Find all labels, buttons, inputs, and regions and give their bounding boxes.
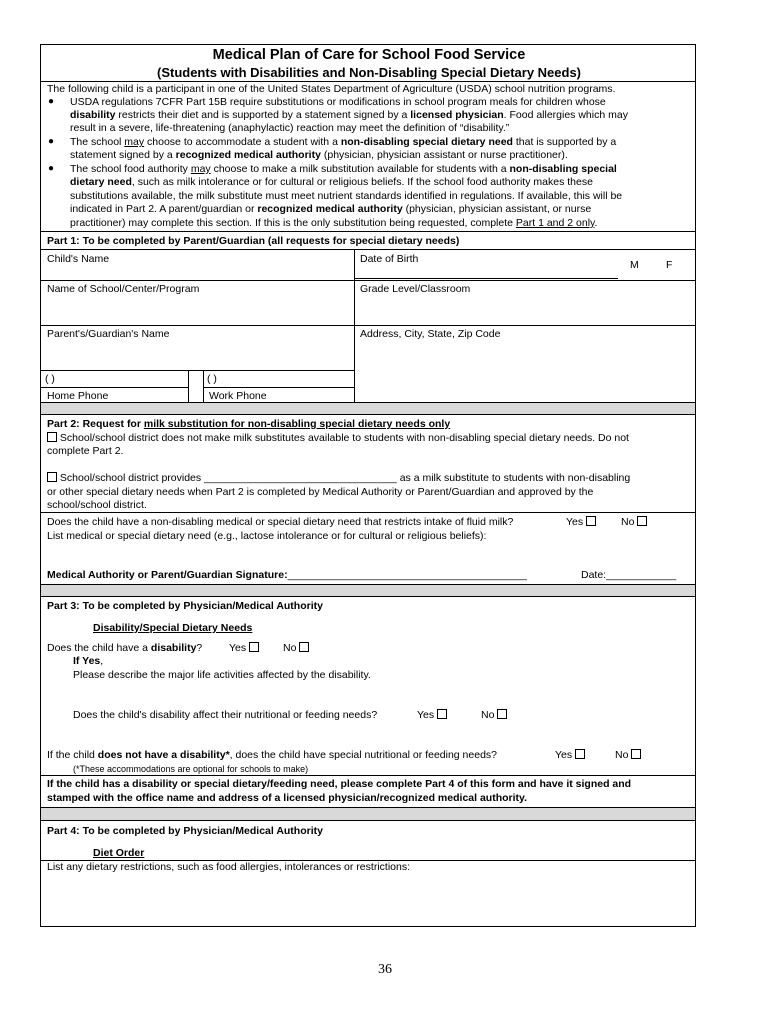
list-dietary-need-label[interactable]: List medical or special dietary need (e.g., lactose intolerance or for cultural or religious beliefs): [47, 530, 487, 542]
bullet1-line2: disability restricts their diet and is supported by a statement signed by a licensed physician. Food allergies which may [70, 109, 628, 121]
child-name-label[interactable]: Child's Name [47, 253, 110, 265]
bullet-icon: ● [48, 136, 55, 147]
bullet1-line1: USDA regulations 7CFR Part 15B require substitutions or modifications in school program meals for children whose [70, 96, 606, 108]
part4-instruction-line1: If the child has a disability or special dietary/feeding need, please complete Part 4 of this form and have it signed and [47, 778, 632, 790]
divider [41, 370, 354, 371]
divider [354, 278, 618, 279]
option1-checkbox[interactable] [47, 432, 57, 442]
part2-option1-line2: complete Part 2. [47, 445, 124, 457]
section-separator [41, 402, 695, 415]
yes-checkbox[interactable] [437, 709, 447, 719]
work-phone-area[interactable]: ( ) [207, 373, 217, 385]
signature-line[interactable]: Medical Authority or Parent/Guardian Signature:_________________________________________ [47, 569, 527, 581]
bullet1-line3: result in a severe, life-threatening (anaphylactic) reaction may meet the definition of “disability.” [70, 122, 510, 134]
bullet3-line4: indicated in Part 2. A parent/guardian or recognized medical authority (physician, physician assistant, or nurse [70, 203, 592, 215]
no-checkbox[interactable] [637, 516, 647, 526]
part3-subheading: Disability/Special Dietary Needs [93, 622, 253, 634]
home-phone-label: Home Phone [47, 390, 109, 402]
no-disability-no: No [615, 749, 641, 762]
no-checkbox[interactable] [631, 749, 641, 759]
part1-header: Part 1: To be completed by Parent/Guardian (all requests for special dietary needs) [47, 235, 460, 247]
form-title: Medical Plan of Care for School Food Service [212, 47, 526, 63]
part4-header: Part 4: To be completed by Physician/Medical Authority [47, 825, 323, 837]
divider [41, 775, 695, 776]
dob-label[interactable]: Date of Birth [360, 253, 419, 265]
if-yes-label: If Yes, [73, 655, 104, 667]
bullet2-line1: The school may choose to accommodate a student with a non-disabling special dietary need that is supported by a [70, 136, 617, 148]
divider [41, 280, 695, 281]
describe-activities-label[interactable]: Please describe the major life activities affected by the disability. [73, 669, 371, 681]
feeding-needs-no: No [481, 709, 507, 722]
bullet3-line2: dietary need, such as milk intolerance or for cultural or religious beliefs. If the school food authority makes these [70, 176, 593, 188]
divider [41, 325, 695, 326]
dietary-restrictions-label[interactable]: List any dietary restrictions, such as food allergies, intolerances or restrictions: [47, 861, 410, 873]
divider [41, 249, 695, 250]
fluid-milk-no: No [621, 516, 647, 529]
column-divider [203, 370, 204, 402]
optional-note: (*These accommodations are optional for schools to make) [73, 764, 309, 774]
column-divider [188, 370, 189, 402]
disability-yes: Yes [229, 642, 259, 655]
divider [203, 387, 354, 388]
page-number: 36 [378, 962, 392, 977]
yes-checkbox[interactable] [575, 749, 585, 759]
yes-checkbox[interactable] [586, 516, 596, 526]
no-disability-question: If the child does not have a disability*, does the child have special nutritional or feeding needs? [47, 749, 498, 761]
divider [41, 231, 695, 232]
part2-option1-line1: School/school district does not make milk substitutes available to students with non-disabling special dietary needs. Do not [47, 432, 629, 445]
bullet-icon: ● [48, 96, 55, 107]
bullet-icon: ● [48, 163, 55, 174]
divider [41, 387, 188, 388]
divider [41, 512, 695, 513]
feeding-needs-yes: Yes [417, 709, 447, 722]
section-separator [41, 807, 695, 821]
part4-subheading: Diet Order [93, 847, 145, 859]
bullet2-line2: statement signed by a recognized medical authority (physician, physician assistant or nurse practitioner). [70, 149, 568, 161]
part2-option2-line2: or other special dietary needs when Part 2 is completed by Medical Authority or Parent/Guardian and approved by the [47, 486, 594, 498]
bullet3-line1: The school food authority may choose to make a milk substitution available for students with a non-disabling special [70, 163, 617, 175]
divider [41, 81, 695, 82]
fluid-milk-question: Does the child have a non-disabling medical or special dietary need that restricts intake of fluid milk? [47, 516, 514, 528]
no-checkbox[interactable] [497, 709, 507, 719]
intro-lead: The following child is a participant in one of the United States Department of Agriculture (USDA) school nutrition programs. [47, 83, 616, 95]
medical-plan-form [40, 44, 696, 927]
section-separator [41, 584, 695, 597]
school-name-label[interactable]: Name of School/Center/Program [47, 283, 200, 295]
home-phone-area[interactable]: ( ) [45, 373, 55, 385]
parent-name-label[interactable]: Parent's/Guardian's Name [47, 328, 170, 340]
bullet3-line3: substitutions available, the milk substitute must meet nutrient standards identified in regulations. If available, this will be [70, 190, 623, 202]
grade-level-label[interactable]: Grade Level/Classroom [360, 283, 471, 295]
no-checkbox[interactable] [299, 642, 309, 652]
part2-header: Part 2: Request for milk substitution for non-disabling special dietary needs only [47, 418, 451, 430]
part2-option2-line3: school/school district. [47, 499, 147, 511]
fluid-milk-yes: Yes [566, 516, 596, 529]
disability-no: No [283, 642, 309, 655]
form-subtitle: (Students with Disabilities and Non-Disabling Special Dietary Needs) [156, 65, 582, 80]
address-label[interactable]: Address, City, State, Zip Code [360, 328, 501, 340]
work-phone-label: Work Phone [209, 390, 267, 402]
bullet3-line5: practitioner) may complete this section. If this is the only substitution being requested, complete Part 1 and 2 only. [70, 217, 598, 229]
option2-checkbox[interactable] [47, 472, 57, 482]
part4-instruction-line2: stamped with the office name and address of a licensed physician/recognized medical authority. [47, 792, 528, 804]
sex-f-option[interactable]: F [666, 259, 673, 271]
date-line[interactable]: Date:____________ [581, 569, 677, 581]
part3-header: Part 3: To be completed by Physician/Medical Authority [47, 600, 323, 612]
feeding-needs-question: Does the child's disability affect their nutritional or feeding needs? [73, 709, 378, 721]
yes-checkbox[interactable] [249, 642, 259, 652]
sex-m-option[interactable]: M [630, 259, 639, 271]
no-disability-yes: Yes [555, 749, 585, 762]
disability-question: Does the child have a disability? [47, 642, 203, 654]
part2-option2-line1: School/school district provides _________________________________ as a milk substitute to students with non-disabling [47, 472, 630, 485]
